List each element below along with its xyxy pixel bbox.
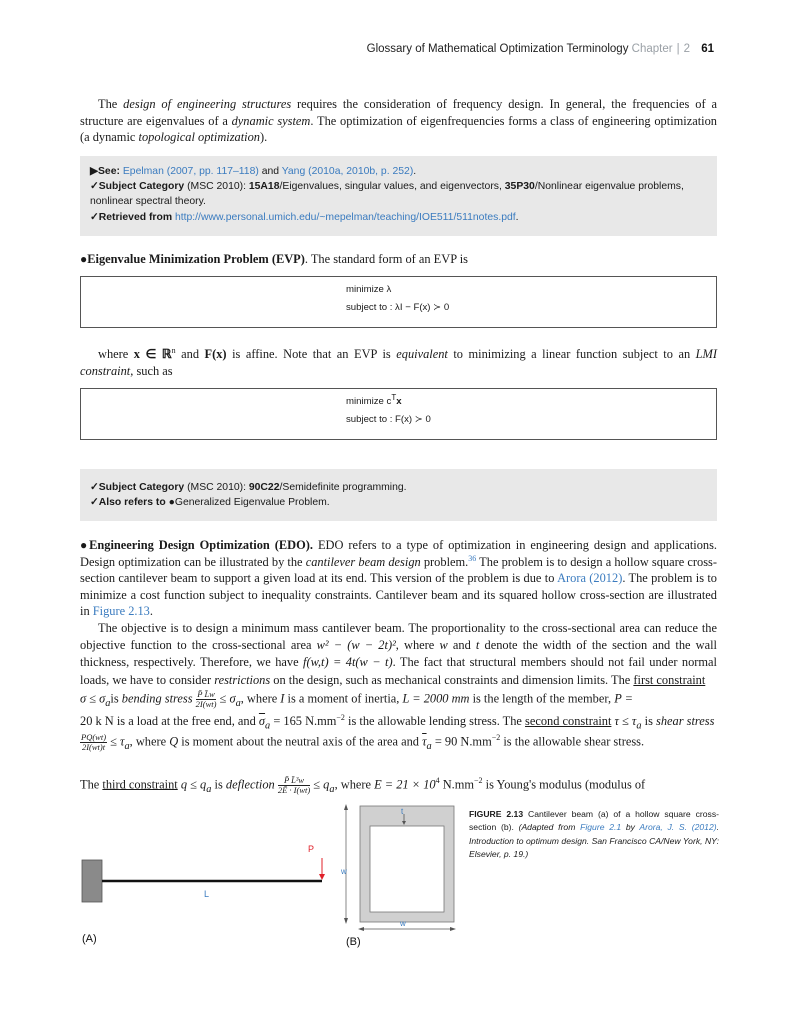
frac3-num: P̄ L̄³w (278, 776, 310, 786)
header-separator: | (676, 43, 680, 55)
lmi-math-box (80, 388, 717, 440)
subject-msc: (MSC 2010): (184, 181, 249, 193)
edo-p2-text-7: is (110, 691, 122, 706)
edo-p4-text-3: , where (334, 777, 375, 792)
edo-p3-text-7: is moment about the neutral axis of the area and (178, 734, 423, 749)
edo-constraint-line-2 (80, 713, 717, 734)
msc-code-2: 35P30 (504, 181, 535, 193)
edo-p2-text-6: on the design, such as mechanical constraints and dimension limits. The (270, 672, 634, 687)
width-arrowhead-left (358, 927, 364, 931)
edo-p3-text-6: , where (129, 734, 170, 749)
edo-p2-text-4: denote the width of the section and the wall thickness, respectively. Therefore, we have (80, 638, 718, 670)
edo-c1: σ ≤ σ (80, 691, 106, 706)
frac2-den: 2I(wt)t (81, 742, 106, 752)
edo-L: L = 2000 mm (402, 691, 470, 706)
edo-text-4: . The problem is to minimize a cost function subject to inequality constraints. Cantilever beam and its squared hollow cross-section are illustrated in (80, 571, 717, 619)
evp-p2-x: x ∈ ℝ (133, 347, 172, 361)
edo-c4: ≤ τ (107, 734, 125, 749)
evp-p2-text-1: where (98, 347, 134, 361)
figure-label: FIGURE 2.13 (469, 809, 524, 819)
msc-code-3: 90C22 (248, 482, 280, 493)
check-icon: ✓ (90, 497, 99, 509)
reference-box-2 (80, 469, 717, 521)
lmi-math-line-1 (346, 392, 402, 407)
msc-desc-1: /Eigenvalues, singular values, and eigenvectors, (279, 181, 505, 193)
edo-p2-math-1: w² − (w − 2t)² (316, 638, 396, 653)
label-A: (A) (82, 933, 97, 945)
load-arrowhead (319, 874, 325, 880)
bullet-icon: ● (80, 252, 88, 266)
evp-title: Eigenvalue Minimization Problem (EVP) (87, 252, 305, 266)
msc-desc-2: /Nonlinear eigenvalue problems, nonlinear spectral theory. (90, 181, 684, 208)
edo-c3: τ ≤ τ (611, 714, 637, 728)
retrieved-label: Retrieved from (98, 211, 173, 223)
edo-a-6: a (426, 740, 432, 752)
header-chapter-number: 2 (683, 43, 690, 55)
see-ref-yang[interactable]: Yang (2010a, 2010b, p. 252) (281, 166, 414, 177)
evp-p2-F: F(x) (204, 347, 227, 361)
evp-p2-text-2: and (175, 347, 205, 361)
caption-arora-link[interactable]: Arora, J. S. (2012) (639, 822, 717, 833)
label-w-bottom: w (400, 919, 406, 928)
label-P: P (308, 844, 315, 854)
edo-c6: ≤ q (310, 777, 330, 792)
deflection-fraction (278, 776, 310, 795)
edo-a-3: a (265, 720, 271, 732)
edo-p3-text-1: 20 k N (80, 714, 114, 728)
subject-msc-2: (MSC 2010): (184, 482, 249, 493)
intro-text-3: . The optimization of eigenfrequencies forms a class of engineering optimization (a dynamic (80, 113, 717, 145)
subject-label-2: Subject Category (98, 482, 185, 493)
edo-a-8: a (329, 783, 335, 795)
also-refers-line (90, 495, 707, 510)
edo-p2-text-5: . The fact that structural members should not fail under normal loads, we have to consider (80, 655, 718, 687)
subject-line-2 (90, 480, 707, 495)
see-label: See (98, 166, 117, 177)
edo-text-5: . (149, 604, 153, 619)
caption-figure-link[interactable]: Figure 2.1 (580, 822, 622, 833)
edo-sup-3: −2 (474, 776, 483, 786)
label-t: t (401, 807, 404, 816)
evp-p2-text-3: is affine. Note that an EVP is (226, 347, 397, 361)
edo-a-2: a (235, 697, 241, 709)
edo-bending-stress: bending stress (121, 691, 193, 706)
shear-fraction (80, 733, 107, 752)
label-B: (B) (346, 936, 361, 948)
edo-p2-f: f(w,t) = 4t(w − t) (303, 655, 393, 670)
header-title: Glossary of Mathematical Optimization Terminology (366, 43, 629, 55)
subject-line (90, 179, 707, 209)
edo-p4-text-2: is (211, 777, 226, 792)
height-arrowhead-top (344, 804, 348, 810)
edo-E: E = 21 × 10 (374, 777, 436, 792)
fixed-wall (82, 860, 102, 902)
bending-fraction (196, 690, 217, 709)
check-icon: ✓ (90, 181, 99, 193)
second-constraint: second constraint (525, 714, 612, 728)
edo-p3-text-8: = 90 N.mm (431, 734, 492, 749)
subject-label: Subject Category (98, 181, 185, 193)
lmi-math-sup: T (391, 392, 397, 402)
first-constraint: first constraint (633, 672, 706, 687)
edo-sup-1: −2 (336, 712, 345, 722)
edo-deflection: deflection (225, 777, 275, 792)
edo-p2-text-10: is the length of the member, (469, 691, 615, 706)
edo-p4-text-4: N.mm (439, 777, 475, 792)
figure-caption (469, 808, 719, 862)
caption-text-1: Cantilever beam (a) of a hollow square cross-section (b). (469, 809, 719, 833)
see-line: ▶See: Epelman (2007, pp. 117–118) and Yang (2010a, 2010b, p. 252). (90, 166, 417, 177)
edo-text-3: The problem is to design a hollow square cross-section cantilever beam to support a given load at its end. This version of the problem is due to (80, 554, 717, 586)
edo-p2-text-9: is a moment of inertia, (284, 691, 403, 706)
edo-a-5: a (124, 740, 130, 752)
edo-a-7: a (206, 783, 212, 795)
reference-box-1 (80, 156, 717, 236)
edo-constraint-line-1 (80, 690, 717, 712)
edo-p4-text-1: The (80, 777, 103, 792)
lmi-math-minimize: minimize c (346, 396, 392, 407)
edo-sigma: $\overline{\sigma}$ (258, 714, 266, 728)
edo-sup-2: −2 (491, 733, 501, 743)
height-arrowhead-bottom (344, 918, 348, 924)
evp-p2-term-2: LMI constraint (80, 347, 717, 378)
see-ref-epelman[interactable]: Epelman (2007, pp. 117–118) (122, 166, 259, 177)
edo-tau: $\overline{\tau}$ (422, 734, 427, 749)
edo-a-4: a (636, 720, 642, 732)
edo-shear-stress: shear stress (656, 714, 715, 728)
lmi-math-x: x (396, 396, 402, 407)
header-chapter-word: Chapter (631, 43, 673, 55)
bullet-icon: ● (168, 497, 175, 509)
intro-text-1: The (98, 97, 124, 111)
intro-text-2: requires the consideration of frequency design. In general, the frequencies of a structure are eigenvalues of a (80, 97, 717, 128)
intro-text-4: ). (260, 130, 268, 145)
edo-text-2: problem. (420, 554, 469, 569)
label-L: L (204, 889, 210, 899)
edo-I: I (280, 691, 285, 706)
evp-math-line-2: subject to : λI − F(x) ≻ 0 (346, 302, 450, 313)
evp-p2-text-5: , such as (130, 363, 173, 378)
section-inner (370, 826, 444, 912)
footnote-marker[interactable]: 36 (468, 553, 477, 563)
frac3-den: 2Ē · I(wt) (277, 785, 311, 795)
edo-text-1: EDO refers to a type of optimization in engineering design and applications. Design optimization can be illustrated by the (80, 538, 718, 569)
msc-code-1: 15A18 (248, 181, 280, 193)
edo-exp: 4 (435, 776, 440, 786)
edo-p2-text-3: and (447, 638, 476, 653)
evp-heading (80, 251, 717, 268)
msc-desc-3: /Semidefinite programming. (279, 482, 407, 493)
edo-p2-text-2: , where (395, 638, 440, 653)
edo-p2-text-1: The objective is to design a minimum mass cantilever beam. The proportionality to the cross-sectional area can reduce the objective function to the cross-sectional area (80, 621, 717, 653)
see-arrow-icon: ▶ (90, 166, 98, 177)
caption-italic-1: (Adapted from (518, 822, 581, 833)
edo-p3-text-4: is the allowable lending stress. The (344, 714, 526, 728)
evp-math-line-1: minimize λ (346, 284, 392, 295)
evp-math-box (80, 276, 717, 328)
evp-p2-text-4: to minimizing a linear function subject to an (447, 347, 696, 361)
edo-p2-w: w (439, 638, 448, 653)
frac1-num: P̄ L̄w (197, 689, 215, 699)
also-refers-link[interactable]: Generalized Eigenvalue Problem. (174, 497, 330, 509)
edo-p3-text-2: is a load at the free end, and (113, 714, 259, 728)
edo-paragraph-2 (80, 620, 717, 689)
running-header (367, 43, 714, 55)
evp-after-title: . The standard form of an EVP is (304, 252, 468, 266)
evp-p2-n: n (171, 345, 176, 355)
frac1-den: 2I(wt) (195, 699, 217, 709)
edo-title: Engineering Design Optimization (EDO). (89, 538, 313, 552)
edo-p3-text-3: = 165 N.mm (270, 714, 337, 728)
see-and: and (258, 166, 282, 177)
retrieved-line (90, 210, 707, 225)
ref-figure-link[interactable]: Figure 2.13 (92, 604, 150, 619)
see-end: . (413, 166, 417, 177)
edo-c5: q ≤ q (177, 777, 207, 792)
width-arrowhead-right (450, 927, 456, 931)
intro-paragraph (80, 96, 717, 146)
edo-p4-text-5: is Young's modulus (modulus of (482, 777, 646, 792)
intro-term-1: design of engineering structures (123, 97, 292, 111)
retrieved-url-link[interactable]: http://www.personal.umich.edu/~mepelman/teaching/IOE511/511notes.pdf (174, 211, 516, 223)
caption-italic-3: . Introduction to optimum design. San Francisco CA/New York, NY: Elsevier, p. 19.) (469, 822, 719, 860)
third-constraint: third constraint (102, 777, 178, 792)
edo-p2-t: t (475, 638, 480, 653)
edo-constraint-line-4 (80, 776, 717, 798)
ref-arora-link[interactable]: Arora (2012) (557, 571, 623, 586)
edo-p3-text-5: is (641, 714, 657, 728)
also-refers-label: Also refers to (98, 497, 166, 509)
edo-a: a (105, 697, 111, 709)
retrieved-end: . (515, 211, 519, 223)
edo-p3-text-9: is the allowable shear stress. (500, 734, 645, 749)
check-icon: ✓ (90, 211, 99, 223)
edo-c2: ≤ σ (216, 691, 236, 706)
edo-p2-text-8: , where (240, 691, 281, 706)
label-w-side: w (341, 867, 347, 876)
edo-constraint-line-3 (80, 733, 717, 755)
edo-term-1: cantilever beam design (305, 554, 421, 569)
page-number: 61 (701, 43, 714, 55)
lmi-math-line-2: subject to : F(x) ≻ 0 (346, 414, 431, 425)
cantilever-figure (70, 800, 470, 960)
edo-P: P = (614, 691, 633, 706)
check-icon: ✓ (90, 482, 99, 493)
evp-p2-term-1: equivalent (396, 347, 448, 361)
bullet-icon: ● (80, 538, 90, 552)
frac2-num: PQ(wt) (81, 732, 107, 742)
evp-paragraph-2 (80, 346, 717, 379)
intro-term-2: dynamic system (231, 113, 311, 128)
edo-Q: Q (169, 734, 179, 749)
intro-term-3: topological optimization (138, 130, 260, 145)
edo-p2-term-1: restrictions (214, 672, 271, 687)
caption-italic-2: by (621, 822, 640, 833)
edo-paragraph-1 (80, 537, 717, 620)
